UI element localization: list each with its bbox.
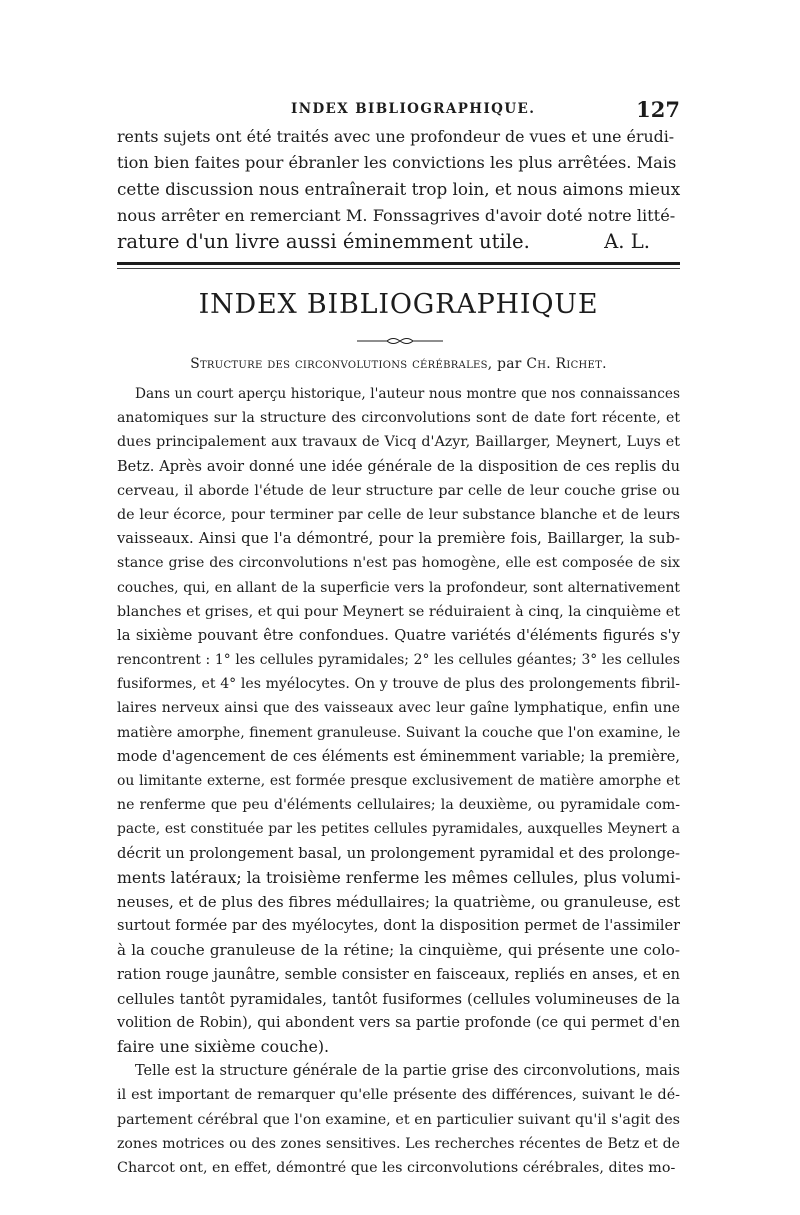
running-head (117, 97, 680, 123)
signature: A. L. (604, 229, 650, 253)
ornament-divider (357, 336, 443, 346)
body-line: volition de Robin), qui abondent vers sa partie profonde (ce qui permet d'en (117, 1014, 680, 1031)
section-subject: Structure des circonvolutions cérébrales, (190, 356, 493, 372)
lead-paragraph (117, 124, 680, 255)
body-line: décrit un prolongement basal, un prolongement pyramidal et des prolonge- (117, 844, 680, 862)
section-title (117, 356, 680, 372)
main-title: INDEX BIBLIOGRAPHIQUE (198, 289, 599, 320)
lead-line: cette discussion nous entraînerait trop loin, et nous aimons mieux (117, 179, 681, 200)
body-line: il est important de remarquer qu'elle présente des différences, suivant le dé- (117, 1087, 680, 1104)
body-line: cerveau, il aborde l'étude de leur structure par celle de leur couche grise ou (117, 482, 680, 499)
body-line: laires nerveux ainsi que des vaisseaux avec leur gaîne lymphatique, enfin une (117, 700, 680, 717)
body-text (117, 382, 680, 1180)
body-line: Dans un court aperçu historique, l'auteur nous montre que nos connaissances (135, 386, 680, 402)
body-line: Telle est la structure générale de la partie grise des circonvolutions, mais (135, 1063, 680, 1080)
lead-line-last (117, 229, 680, 255)
section-divider (117, 262, 680, 265)
lead-line: rature d'un livre aussi éminemment utile. (117, 229, 530, 253)
section-author: Ch. Richet. (526, 356, 607, 372)
running-head-title: INDEX BIBLIOGRAPHIQUE. (291, 101, 536, 117)
body-line: de leur écorce, pour terminer par celle de leur substance blanche et de leurs (117, 506, 680, 523)
body-line: fusiformes, et 4° les myélocytes. On y trouve de plus des prolongements fibril- (117, 676, 680, 693)
body-line: neuses, et de plus des fibres médullaires; la quatrième, ou granuleuse, est (117, 892, 680, 911)
body-line: ne renferme que peu d'éléments cellulaires; la deuxième, ou pyramidale com- (117, 797, 680, 814)
body-line: couches, qui, en allant de la superficie vers la profondeur, sont alternativement (117, 579, 680, 596)
body-line: matière amorphe, finement granuleuse. Suivant la couche que l'on examine, le (117, 724, 680, 741)
body-line: ration rouge jaunâtre, semble consister en faisceaux, repliés en anses, et en (117, 966, 680, 983)
body-line: cellules tantôt pyramidales, tantôt fusiformes (cellules volumineuses de la (117, 989, 680, 1008)
body-line: Betz. Après avoir donné une idée générale de la disposition de ces replis du (117, 458, 680, 475)
body-line: anatomiques sur la structure des circonvolutions sont de date fort récente, et (117, 410, 680, 427)
body-line: faire une sixième couche). (117, 1037, 330, 1057)
lead-line: tion bien faites pour ébranler les convictions les plus arrêtées. Mais (117, 153, 677, 173)
body-line: stance grise des circonvolutions n'est pas homogène, elle est composée de six (117, 555, 680, 572)
section-divider-thin (117, 268, 680, 269)
lead-line: rents sujets ont été traités avec une profondeur de vues et une érudi- (117, 127, 675, 146)
body-line: zones motrices ou des zones sensitives. Les recherches récentes de Betz et de (117, 1135, 680, 1152)
body-line: ments latéraux; la troisième renferme les mêmes cellules, plus volumi- (117, 867, 680, 887)
body-line: rencontrent : 1° les cellules pyramidales; 2° les cellules géantes; 3° les cellules (117, 652, 680, 669)
section-by: par (497, 356, 522, 372)
body-line: la sixième pouvant être confondues. Quatre variétés d'éléments figurés s'y (117, 626, 680, 644)
page-number: 127 (636, 97, 680, 122)
body-line: blanches et grises, et qui pour Meynert se réduiraient à cinq, la cinquième et (117, 603, 680, 620)
body-line: partement cérébral que l'on examine, et en particulier suivant qu'il s'agit des (117, 1111, 680, 1128)
body-line: Charcot ont, en effet, démontré que les circonvolutions cérébrales, dites mo- (117, 1160, 676, 1176)
lead-line: nous arrêter en remerciant M. Fonssagrives d'avoir doté notre litté- (117, 205, 676, 225)
body-line: ou limitante externe, est formée presque exclusivement de matière amorphe et (117, 773, 680, 789)
body-line: vaisseaux. Ainsi que l'a démontré, pour la première fois, Baillarger, la sub- (117, 530, 680, 548)
body-line: surtout formée par des myélocytes, dont la disposition permet de l'assimiler (117, 918, 680, 935)
body-line: pacte, est constituée par les petites cellules pyramidales, auxquelles Meynert a (117, 821, 680, 838)
body-line: dues principalement aux travaux de Vicq d'Azyr, Baillarger, Meynert, Luys et (117, 434, 680, 451)
body-line: à la couche granuleuse de la rétine; la cinquième, qui présente une colo- (117, 941, 680, 960)
body-line: mode d'agencement de ces éléments est éminemment variable; la première, (117, 748, 680, 765)
